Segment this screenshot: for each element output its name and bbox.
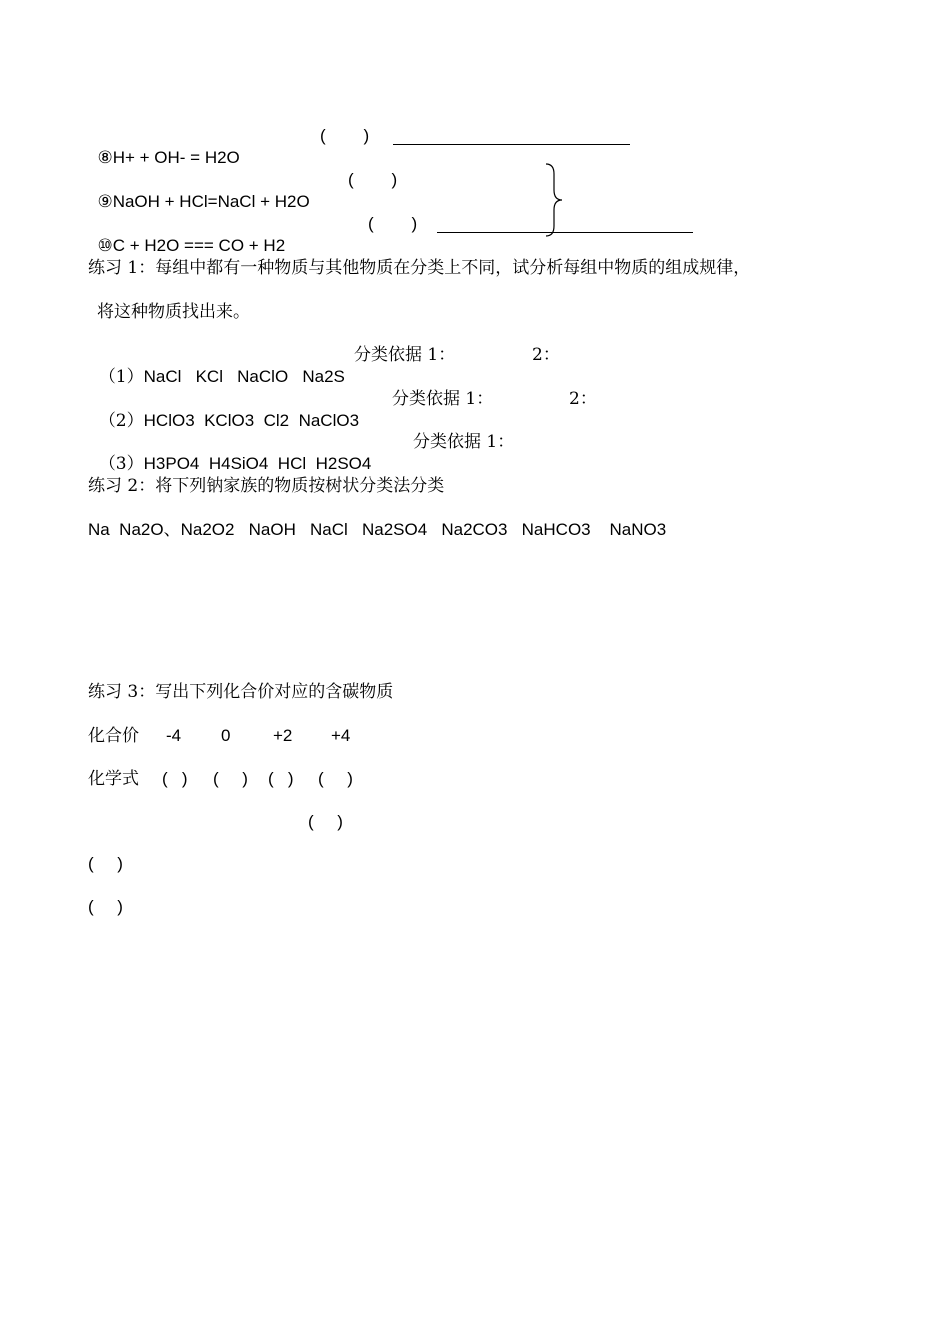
equation-9-marker: ⑨ [97,192,113,211]
ex1-group-1 [88,344,345,388]
ex3-extra-formula-1[interactable]: ( ) [308,812,343,831]
ex1-group-1-items: NaCl KCl NaClO Na2S [143,367,345,386]
ex3-valence-1: -4 [166,726,182,745]
ex3-formula-2[interactable]: ( ) [213,769,248,788]
equation-9 [88,169,310,213]
ex1-group-1-basis2[interactable]: 2： [532,345,560,365]
ex1-group-2-items: HClO3 KClO3 Cl2 NaClO3 [143,411,360,430]
ex1-intro-line1: 练习 1：每组中都有一种物质与其他物质在分类上不同，试分析每组中物质的组成规律， [88,258,751,278]
ex1-group-3-label: （3） [98,454,144,474]
ex3-formula-3[interactable]: ( ) [268,769,294,788]
equation-9-paren[interactable]: ( ) [348,170,398,189]
ex1-group-3-items: H3PO4 H4SiO4 HCl H2SO4 [143,454,372,473]
ex1-group-1-basis1[interactable]: 分类依据 1： [354,345,456,365]
equation-10-marker: ⑩ [97,236,113,255]
ex3-valence-3: +2 [273,726,293,745]
ex1-intro-line2: 将这种物质找出来。 [97,302,250,322]
ex3-valence-4: +4 [331,726,351,745]
ex1-group-2-label: （2） [98,411,144,431]
ex2-title: 练习 2：将下列钠家族的物质按树状分类法分类 [88,476,445,496]
ex1-group-2 [88,388,359,432]
ex3-formula-label: 化学式 [88,769,139,789]
right-brace-icon [538,160,568,240]
equation-9-text: NaOH + HCl=NaCl + H2O [112,192,310,211]
ex3-extra-formula-2[interactable]: ( ) [88,854,123,873]
equation-10-text: C + H2O === CO + H2 [112,236,286,255]
ex3-formula-4[interactable]: ( ) [318,769,353,788]
ex1-group-3-basis1[interactable]: 分类依据 1： [413,432,515,452]
ex1-group-3 [88,431,371,475]
ex2-substances: Na Na2O、Na2O2 NaOH NaCl Na2SO4 Na2CO3 NaHCO3 NaNO3 [88,520,667,539]
ex3-valence-label: 化合价 [88,726,139,746]
equation-8-marker: ⑧ [97,148,113,167]
equation-8 [88,125,240,169]
ex3-extra-formula-3[interactable]: ( ) [88,897,123,916]
ex1-group-2-basis2[interactable]: 2： [569,389,597,409]
equation-8-paren[interactable]: ( ) [320,126,370,145]
ex3-valence-2: 0 [221,726,231,745]
equation-10-paren[interactable]: ( ) [368,214,418,233]
equation-10 [88,213,285,257]
ex3-title: 练习 3：写出下列化合价对应的含碳物质 [88,682,394,702]
equation-8-answer-line[interactable] [393,144,630,145]
ex1-group-2-basis1[interactable]: 分类依据 1： [392,389,494,409]
ex1-group-1-label: （1） [98,367,144,387]
equation-8-text: H+ + OH- = H2O [112,148,240,167]
ex3-formula-1[interactable]: ( ) [162,769,188,788]
